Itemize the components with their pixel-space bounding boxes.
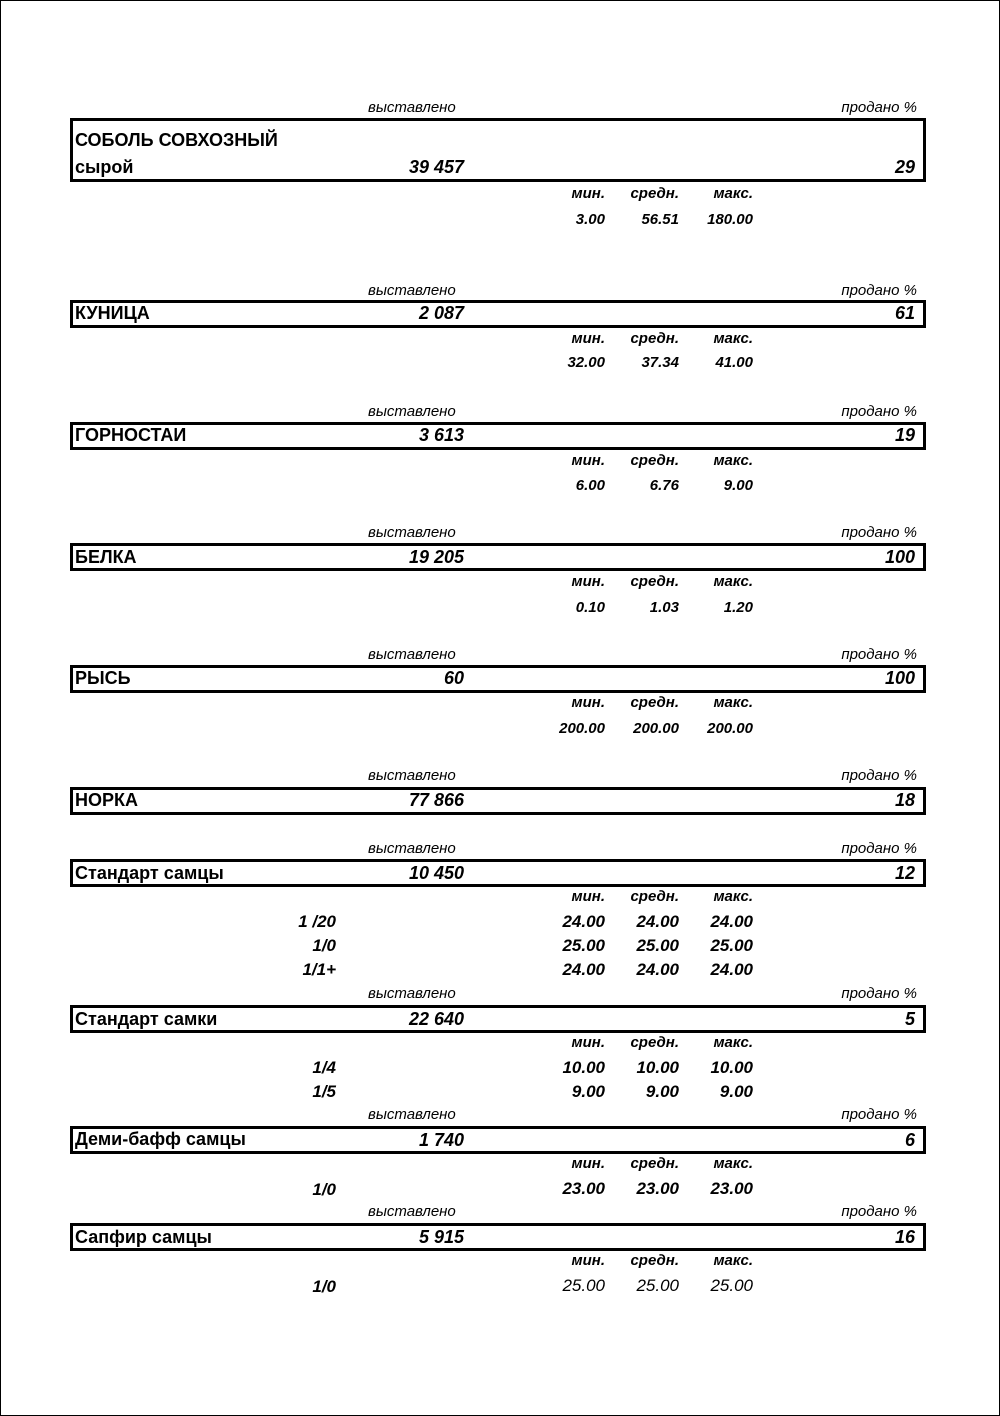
exhibited-label: выставлено xyxy=(368,646,456,663)
section-name: Сапфир самцы xyxy=(75,1227,212,1247)
grade-label: 1/4 xyxy=(312,1058,336,1077)
section-name: Стандарт самцы xyxy=(75,863,224,883)
max-label: макс. xyxy=(713,1252,753,1269)
avg-label: средн. xyxy=(630,185,679,202)
sold-value: 61 xyxy=(894,303,915,323)
exhibited-label: выставлено xyxy=(368,524,456,541)
avg-value: 25.00 xyxy=(636,936,679,955)
min-label: мин. xyxy=(571,888,605,905)
min-value: 32.00 xyxy=(567,354,605,371)
max-label: макс. xyxy=(713,573,753,590)
avg-label: средн. xyxy=(630,452,679,469)
max-value: 1.20 xyxy=(723,599,753,616)
avg-value: 25.00 xyxy=(636,1276,679,1295)
exhibited-value: 22 640 xyxy=(408,1009,464,1029)
section-box xyxy=(70,665,926,693)
max-label: макс. xyxy=(713,1034,753,1051)
avg-value: 6.76 xyxy=(649,477,679,494)
min-value: 3.00 xyxy=(575,211,605,228)
max-value: 25.00 xyxy=(710,1276,753,1295)
min-value: 25.00 xyxy=(562,936,605,955)
max-value: 9.00 xyxy=(719,1082,753,1101)
min-value: 10.00 xyxy=(562,1058,605,1077)
max-value: 9.00 xyxy=(723,477,753,494)
section-name: КУНИЦА xyxy=(75,303,150,323)
avg-value: 200.00 xyxy=(633,720,679,737)
avg-value: 24.00 xyxy=(636,912,679,931)
avg-label: средн. xyxy=(630,694,679,711)
grade-label: 1 /20 xyxy=(298,912,336,931)
grade-label: 1/1+ xyxy=(302,960,336,979)
min-value: 24.00 xyxy=(562,912,605,931)
exhibited-label: выставлено xyxy=(368,403,456,420)
max-value: 200.00 xyxy=(707,720,753,737)
grade-label: 1/0 xyxy=(312,1277,336,1296)
section-name: БЕЛКА xyxy=(75,547,137,567)
min-label: мин. xyxy=(571,1252,605,1269)
sold-value: 6 xyxy=(904,1130,915,1150)
max-value: 24.00 xyxy=(710,912,753,931)
grade-label: 1/0 xyxy=(312,936,336,955)
sold-pct-label: продано % xyxy=(841,403,917,420)
avg-label: средн. xyxy=(630,330,679,347)
section-box xyxy=(70,422,926,450)
min-label: мин. xyxy=(571,1155,605,1172)
section-name: Стандарт самки xyxy=(75,1009,218,1029)
exhibited-value: 10 450 xyxy=(408,863,464,883)
section-box xyxy=(70,118,926,182)
exhibited-label: выставлено xyxy=(368,767,456,784)
exhibited-label: выставлено xyxy=(368,840,456,857)
avg-value: 1.03 xyxy=(649,599,679,616)
avg-value: 24.00 xyxy=(636,960,679,979)
exhibited-label: выставлено xyxy=(368,1106,456,1123)
avg-value: 23.00 xyxy=(636,1179,679,1198)
min-value: 25.00 xyxy=(562,1276,605,1295)
section-name: СОБОЛЬ СОВХОЗНЫЙ xyxy=(75,130,278,150)
min-value: 6.00 xyxy=(575,477,605,494)
sold-pct-label: продано % xyxy=(841,767,917,784)
sold-pct-label: продано % xyxy=(841,1203,917,1220)
max-value: 24.00 xyxy=(710,960,753,979)
avg-label: средн. xyxy=(630,888,679,905)
exhibited-label: выставлено xyxy=(368,985,456,1002)
sold-pct-label: продано % xyxy=(841,840,917,857)
section-box xyxy=(70,787,926,815)
exhibited-label: выставлено xyxy=(368,99,456,116)
exhibited-value: 77 866 xyxy=(408,790,464,810)
sold-value: 12 xyxy=(894,863,915,883)
exhibited-value: 60 xyxy=(443,668,464,688)
max-value: 23.00 xyxy=(710,1179,753,1198)
exhibited-value: 5 915 xyxy=(418,1227,464,1247)
max-value: 41.00 xyxy=(715,354,753,371)
avg-value: 37.34 xyxy=(641,354,679,371)
sold-pct-label: продано % xyxy=(841,985,917,1002)
exhibited-value: 1 740 xyxy=(418,1130,464,1150)
min-value: 24.00 xyxy=(562,960,605,979)
sold-value: 100 xyxy=(884,547,915,567)
sold-value: 5 xyxy=(904,1009,915,1029)
sold-pct-label: продано % xyxy=(841,524,917,541)
min-label: мин. xyxy=(571,573,605,590)
max-label: макс. xyxy=(713,452,753,469)
max-value: 10.00 xyxy=(710,1058,753,1077)
min-label: мин. xyxy=(571,185,605,202)
section-name: НОРКА xyxy=(75,790,138,810)
min-value: 0.10 xyxy=(575,599,605,616)
max-label: макс. xyxy=(713,888,753,905)
exhibited-label: выставлено xyxy=(368,1203,456,1220)
sold-value: 29 xyxy=(894,157,915,177)
sold-pct-label: продано % xyxy=(841,99,917,116)
min-label: мин. xyxy=(571,330,605,347)
sold-value: 16 xyxy=(894,1227,915,1247)
avg-value: 56.51 xyxy=(641,211,679,228)
exhibited-value: 19 205 xyxy=(408,547,464,567)
min-label: мин. xyxy=(571,1034,605,1051)
sold-pct-label: продано % xyxy=(841,1106,917,1123)
max-value: 180.00 xyxy=(707,211,753,228)
max-value: 25.00 xyxy=(710,936,753,955)
min-label: мин. xyxy=(571,452,605,469)
avg-value: 10.00 xyxy=(636,1058,679,1077)
sold-value: 19 xyxy=(894,425,915,445)
avg-label: средн. xyxy=(630,1034,679,1051)
section-name: ГОРНОСТАИ xyxy=(75,425,187,445)
min-value: 200.00 xyxy=(559,720,605,737)
avg-label: средн. xyxy=(630,573,679,590)
section-subname: сырой xyxy=(75,157,134,177)
min-value: 23.00 xyxy=(562,1179,605,1198)
max-label: макс. xyxy=(713,694,753,711)
min-value: 9.00 xyxy=(571,1082,605,1101)
section-name: Деми-бафф самцы xyxy=(75,1129,246,1149)
sold-value: 18 xyxy=(894,790,915,810)
max-label: макс. xyxy=(713,1155,753,1172)
max-label: макс. xyxy=(713,185,753,202)
grade-label: 1/0 xyxy=(312,1180,336,1199)
sold-pct-label: продано % xyxy=(841,646,917,663)
max-label: макс. xyxy=(713,330,753,347)
exhibited-value: 39 457 xyxy=(408,157,464,177)
min-label: мин. xyxy=(571,694,605,711)
avg-label: средн. xyxy=(630,1252,679,1269)
exhibited-value: 2 087 xyxy=(418,303,464,323)
section-box xyxy=(70,300,926,328)
exhibited-value: 3 613 xyxy=(418,425,464,445)
avg-value: 9.00 xyxy=(645,1082,679,1101)
section-name: РЫСЬ xyxy=(75,668,131,688)
section-box xyxy=(70,543,926,571)
grade-label: 1/5 xyxy=(312,1082,336,1101)
sold-pct-label: продано % xyxy=(841,282,917,299)
sold-value: 100 xyxy=(884,668,915,688)
exhibited-label: выставлено xyxy=(368,282,456,299)
avg-label: средн. xyxy=(630,1155,679,1172)
